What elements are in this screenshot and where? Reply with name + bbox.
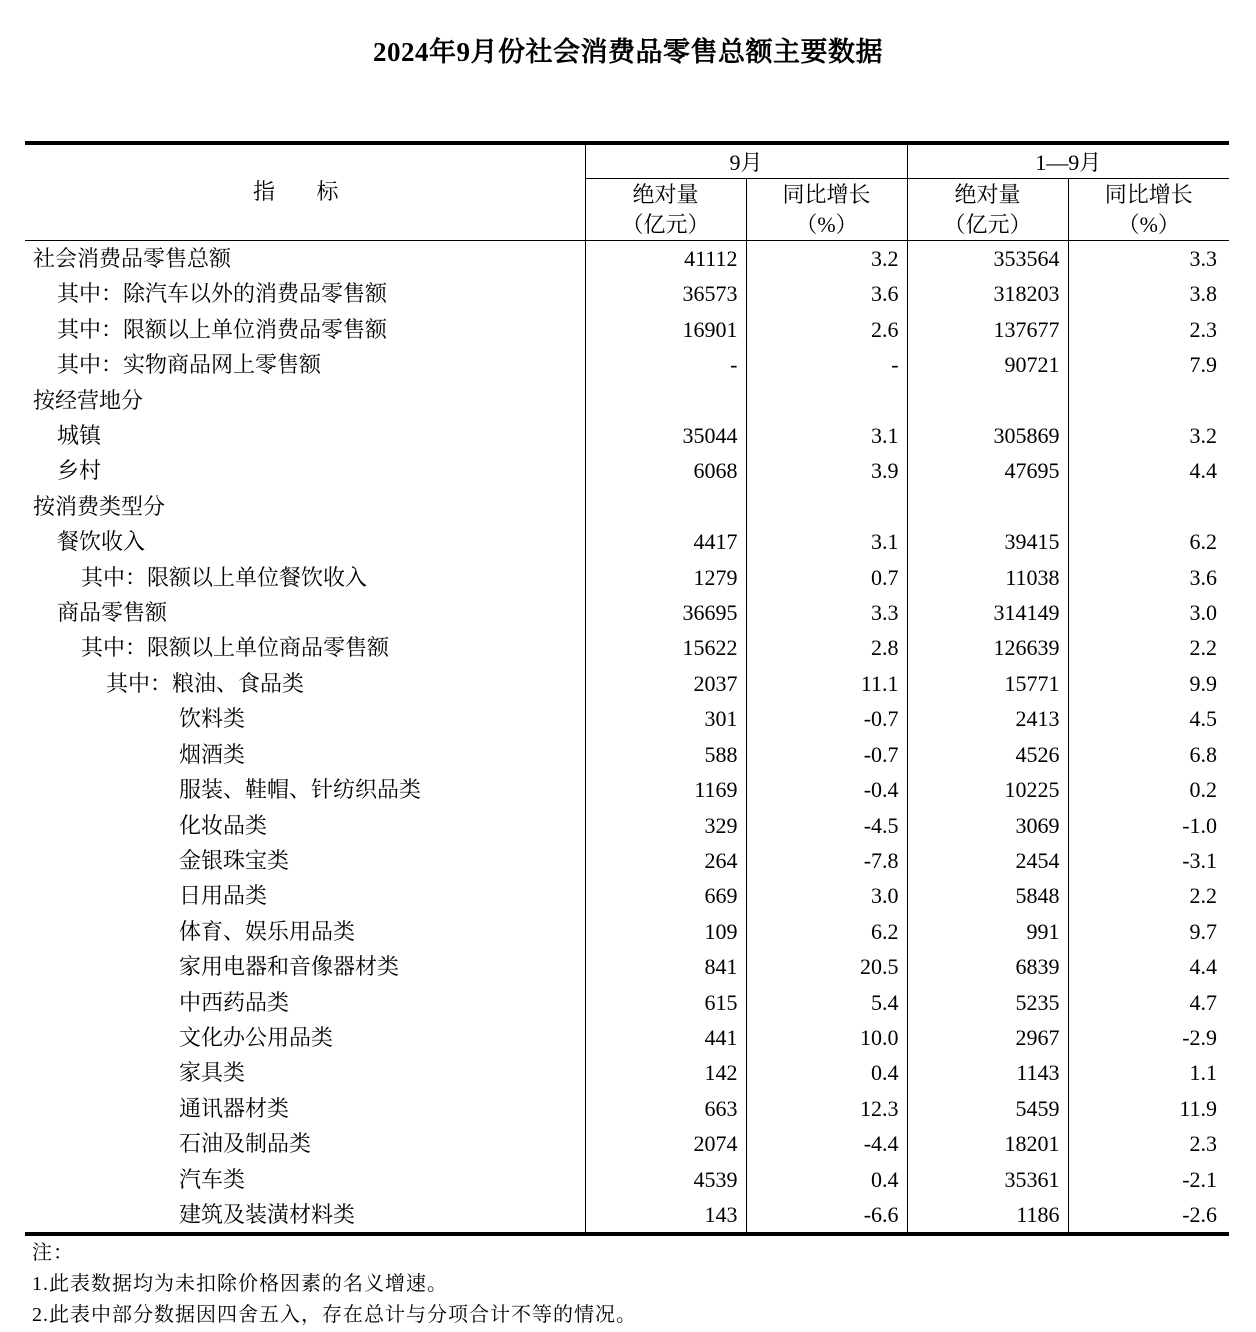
row-label: 其中：限额以上单位餐饮收入 <box>25 560 585 595</box>
cell-sep-absolute: 35044 <box>585 418 746 453</box>
cell-sep-absolute: 143 <box>585 1197 746 1234</box>
col-header-ytd-yoy <box>1068 179 1229 241</box>
cell-ytd-yoy <box>1068 489 1229 524</box>
cell-ytd-absolute: 6839 <box>907 949 1068 984</box>
cell-ytd-yoy: 4.7 <box>1189 989 1218 1015</box>
table-row <box>25 347 1229 382</box>
cell-sep-yoy: -0.7 <box>746 737 907 772</box>
cell-ytd-absolute: 991 <box>907 914 1068 949</box>
cell-ytd-yoy: 6.8 <box>1189 741 1218 767</box>
cell-ytd-yoy: 2.3 <box>1189 316 1218 342</box>
table-row <box>25 1055 1229 1090</box>
cell-sep-yoy: 0.4 <box>746 1055 907 1090</box>
cell-ytd-absolute: 314149 <box>907 595 1068 630</box>
row-label: 中西药品类 <box>25 985 585 1020</box>
cell-sep-yoy: 3.1 <box>746 418 907 453</box>
cell-ytd-absolute: 3069 <box>907 808 1068 843</box>
col-header-ytd-absolute <box>907 179 1068 241</box>
table-row <box>25 276 1229 311</box>
cell-ytd-absolute: 5235 <box>907 985 1068 1020</box>
cell-sep-yoy: 2.8 <box>746 630 907 665</box>
cell-ytd-yoy: 11.9 <box>1179 1095 1218 1121</box>
cell-ytd-yoy: -2.9 <box>1182 1024 1218 1050</box>
row-label: 其中：粮油、食品类 <box>25 666 585 701</box>
row-label: 家用电器和音像器材类 <box>25 949 585 984</box>
cell-ytd-yoy: 3.6 <box>1189 564 1218 590</box>
cell-ytd-absolute: 126639 <box>907 630 1068 665</box>
cell-sep-yoy: 3.0 <box>746 878 907 913</box>
notes-heading: 注： <box>32 1242 74 1264</box>
cell-ytd-yoy: 0.2 <box>1189 777 1218 803</box>
cell-sep-absolute: 4539 <box>585 1162 746 1197</box>
cell-ytd-yoy: -2.6 <box>1182 1201 1218 1227</box>
table-row <box>25 312 1229 347</box>
table-row <box>25 524 1229 559</box>
cell-ytd-absolute: 353564 <box>907 241 1068 277</box>
table-row <box>25 418 1229 453</box>
table-row <box>25 1020 1229 1055</box>
table-row <box>25 701 1229 736</box>
row-label: 烟酒类 <box>25 737 585 772</box>
cell-sep-absolute: 36695 <box>585 595 746 630</box>
cell-ytd-absolute: 1143 <box>907 1055 1068 1090</box>
table-header <box>25 143 1229 241</box>
row-label: 饮料类 <box>25 701 585 736</box>
row-label: 汽车类 <box>25 1162 585 1197</box>
col-header-line1: 绝对量 <box>954 181 1021 207</box>
cell-sep-yoy: 10.0 <box>746 1020 907 1055</box>
cell-sep-yoy: 3.9 <box>746 453 907 488</box>
cell-sep-absolute <box>585 383 746 418</box>
cell-sep-absolute: 841 <box>585 949 746 984</box>
cell-ytd-yoy: 9.7 <box>1189 918 1218 944</box>
cell-sep-yoy: -0.4 <box>746 772 907 807</box>
table-row <box>25 914 1229 949</box>
cell-sep-yoy <box>746 383 907 418</box>
row-label: 按经营地分 <box>25 383 585 418</box>
cell-ytd-yoy: 1.1 <box>1189 1060 1218 1086</box>
row-label: 家具类 <box>25 1055 585 1090</box>
cell-ytd-absolute: 5848 <box>907 878 1068 913</box>
col-header-line1: 同比增长 <box>782 181 871 207</box>
cell-sep-absolute: 1279 <box>585 560 746 595</box>
cell-sep-absolute <box>585 489 746 524</box>
cell-ytd-yoy: -1.0 <box>1182 812 1218 838</box>
row-label: 石油及制品类 <box>25 1126 585 1161</box>
cell-ytd-yoy <box>1068 383 1229 418</box>
col-header-unit: （亿元） <box>621 211 710 237</box>
col-header-sep-absolute <box>585 179 746 241</box>
cell-sep-yoy <box>746 489 907 524</box>
retail-sales-table <box>25 141 1229 1236</box>
cell-ytd-absolute: 35361 <box>907 1162 1068 1197</box>
note-item: 1.此表数据均为未扣除价格因素的名义增速。 <box>32 1273 448 1295</box>
page-title: 2024年9月份社会消费品零售总额主要数据 <box>373 37 883 67</box>
row-label: 商品零售额 <box>25 595 585 630</box>
row-label: 城镇 <box>25 418 585 453</box>
cell-sep-absolute: 301 <box>585 701 746 736</box>
row-label: 通讯器材类 <box>25 1091 585 1126</box>
table-row <box>25 808 1229 843</box>
row-label: 其中：限额以上单位消费品零售额 <box>25 312 585 347</box>
cell-sep-absolute: 36573 <box>585 276 746 311</box>
cell-sep-yoy: 0.4 <box>746 1162 907 1197</box>
cell-sep-yoy: 20.5 <box>746 949 907 984</box>
cell-sep-yoy: 2.6 <box>746 312 907 347</box>
cell-sep-absolute: 588 <box>585 737 746 772</box>
cell-ytd-yoy: 2.3 <box>1189 1131 1218 1157</box>
table-row <box>25 772 1229 807</box>
row-label: 其中：限额以上单位商品零售额 <box>25 630 585 665</box>
cell-ytd-yoy: 2.2 <box>1189 883 1218 909</box>
cell-sep-absolute: 16901 <box>585 312 746 347</box>
table-row <box>25 560 1229 595</box>
col-header-line1: 同比增长 <box>1104 181 1193 207</box>
cell-ytd-yoy: 7.9 <box>1189 352 1218 378</box>
cell-ytd-yoy: 2.2 <box>1189 635 1218 661</box>
cell-ytd-yoy: 3.3 <box>1189 246 1218 271</box>
table-row <box>25 595 1229 630</box>
cell-ytd-yoy: 3.2 <box>1189 423 1218 449</box>
cell-sep-absolute: 15622 <box>585 630 746 665</box>
cell-sep-yoy: 3.1 <box>746 524 907 559</box>
cell-sep-absolute: 4417 <box>585 524 746 559</box>
cell-ytd-yoy: -2.1 <box>1182 1166 1218 1192</box>
table-row <box>25 1162 1229 1197</box>
row-label: 体育、娱乐用品类 <box>25 914 585 949</box>
table-row <box>25 666 1229 701</box>
table-row <box>25 630 1229 665</box>
table-row <box>25 843 1229 878</box>
cell-ytd-absolute: 47695 <box>907 453 1068 488</box>
group-header-jan-sep: 1—9月 <box>907 143 1229 179</box>
cell-sep-absolute: 329 <box>585 808 746 843</box>
cell-ytd-yoy: 9.9 <box>1189 670 1218 696</box>
cell-sep-absolute: 663 <box>585 1091 746 1126</box>
row-label: 乡村 <box>25 453 585 488</box>
cell-ytd-absolute: 2413 <box>907 701 1068 736</box>
cell-ytd-absolute: 318203 <box>907 276 1068 311</box>
cell-sep-absolute: 2037 <box>585 666 746 701</box>
table-row <box>25 878 1229 913</box>
row-label: 社会消费品零售总额 <box>25 241 585 277</box>
table-row <box>25 737 1229 772</box>
cell-sep-yoy: -7.8 <box>746 843 907 878</box>
cell-ytd-absolute: 5459 <box>907 1091 1068 1126</box>
cell-ytd-absolute: 90721 <box>907 347 1068 382</box>
cell-sep-yoy: -4.5 <box>746 808 907 843</box>
col-header-line1: 绝对量 <box>632 181 699 207</box>
cell-ytd-absolute: 2967 <box>907 1020 1068 1055</box>
table-row <box>25 949 1229 984</box>
table-row <box>25 453 1229 488</box>
row-label: 建筑及装潢材料类 <box>25 1197 585 1234</box>
cell-sep-yoy: 3.6 <box>746 276 907 311</box>
table-body <box>25 241 1229 1235</box>
row-label: 其中：除汽车以外的消费品零售额 <box>25 276 585 311</box>
cell-sep-absolute: 669 <box>585 878 746 913</box>
footnotes <box>32 1238 637 1331</box>
col-header-unit: （亿元） <box>943 211 1032 237</box>
cell-sep-yoy: 0.7 <box>746 560 907 595</box>
cell-ytd-absolute: 15771 <box>907 666 1068 701</box>
row-label: 其中：实物商品网上零售额 <box>25 347 585 382</box>
table-row <box>25 489 1229 524</box>
col-header-unit: （%） <box>795 211 858 237</box>
cell-sep-absolute: - <box>585 347 746 382</box>
cell-sep-yoy: 6.2 <box>746 914 907 949</box>
cell-sep-absolute: 615 <box>585 985 746 1020</box>
index-column-header: 指 标 <box>25 143 585 241</box>
cell-ytd-absolute: 305869 <box>907 418 1068 453</box>
cell-sep-yoy: 5.4 <box>746 985 907 1020</box>
cell-sep-yoy: - <box>746 347 907 382</box>
cell-sep-absolute: 264 <box>585 843 746 878</box>
cell-ytd-yoy: 3.0 <box>1189 600 1218 626</box>
row-label: 化妆品类 <box>25 808 585 843</box>
cell-sep-yoy: 3.2 <box>746 241 907 277</box>
cell-sep-yoy: -6.6 <box>746 1197 907 1234</box>
cell-sep-absolute: 2074 <box>585 1126 746 1161</box>
cell-sep-absolute: 441 <box>585 1020 746 1055</box>
cell-sep-yoy: 11.1 <box>746 666 907 701</box>
cell-sep-yoy: 12.3 <box>746 1091 907 1126</box>
cell-sep-absolute: 1169 <box>585 772 746 807</box>
table-row <box>25 383 1229 418</box>
cell-ytd-absolute: 18201 <box>907 1126 1068 1161</box>
table-row <box>25 1091 1229 1126</box>
table-row <box>25 1126 1229 1161</box>
cell-ytd-absolute: 1186 <box>907 1197 1068 1234</box>
row-label: 按消费类型分 <box>25 489 585 524</box>
row-label: 餐饮收入 <box>25 524 585 559</box>
cell-ytd-yoy: 4.5 <box>1189 706 1218 732</box>
cell-sep-yoy: 3.3 <box>746 595 907 630</box>
cell-sep-absolute: 41112 <box>585 241 746 277</box>
cell-ytd-absolute <box>907 489 1068 524</box>
cell-ytd-absolute: 2454 <box>907 843 1068 878</box>
row-label: 日用品类 <box>25 878 585 913</box>
cell-ytd-yoy: 3.8 <box>1189 281 1218 307</box>
cell-ytd-yoy: 4.4 <box>1189 954 1218 980</box>
cell-ytd-absolute: 137677 <box>907 312 1068 347</box>
group-header-september: 9月 <box>585 143 907 179</box>
cell-ytd-yoy: -3.1 <box>1182 847 1218 873</box>
table-row <box>25 1197 1229 1234</box>
cell-sep-absolute: 6068 <box>585 453 746 488</box>
cell-ytd-absolute <box>907 383 1068 418</box>
cell-ytd-yoy: 6.2 <box>1189 529 1218 555</box>
cell-ytd-absolute: 10225 <box>907 772 1068 807</box>
row-label: 金银珠宝类 <box>25 843 585 878</box>
col-header-sep-yoy <box>746 179 907 241</box>
col-header-unit: （%） <box>1117 211 1180 237</box>
note-item: 2.此表中部分数据因四舍五入，存在总计与分项合计不等的情况。 <box>32 1304 637 1326</box>
table-row <box>25 241 1229 277</box>
cell-ytd-absolute: 39415 <box>907 524 1068 559</box>
table-row <box>25 985 1229 1020</box>
row-label: 文化办公用品类 <box>25 1020 585 1055</box>
cell-ytd-absolute: 11038 <box>907 560 1068 595</box>
cell-sep-absolute: 142 <box>585 1055 746 1090</box>
cell-sep-absolute: 109 <box>585 914 746 949</box>
cell-ytd-absolute: 4526 <box>907 737 1068 772</box>
cell-sep-yoy: -0.7 <box>746 701 907 736</box>
cell-ytd-yoy: 4.4 <box>1189 458 1218 484</box>
cell-sep-yoy: -4.4 <box>746 1126 907 1161</box>
row-label: 服装、鞋帽、针纺织品类 <box>25 772 585 807</box>
